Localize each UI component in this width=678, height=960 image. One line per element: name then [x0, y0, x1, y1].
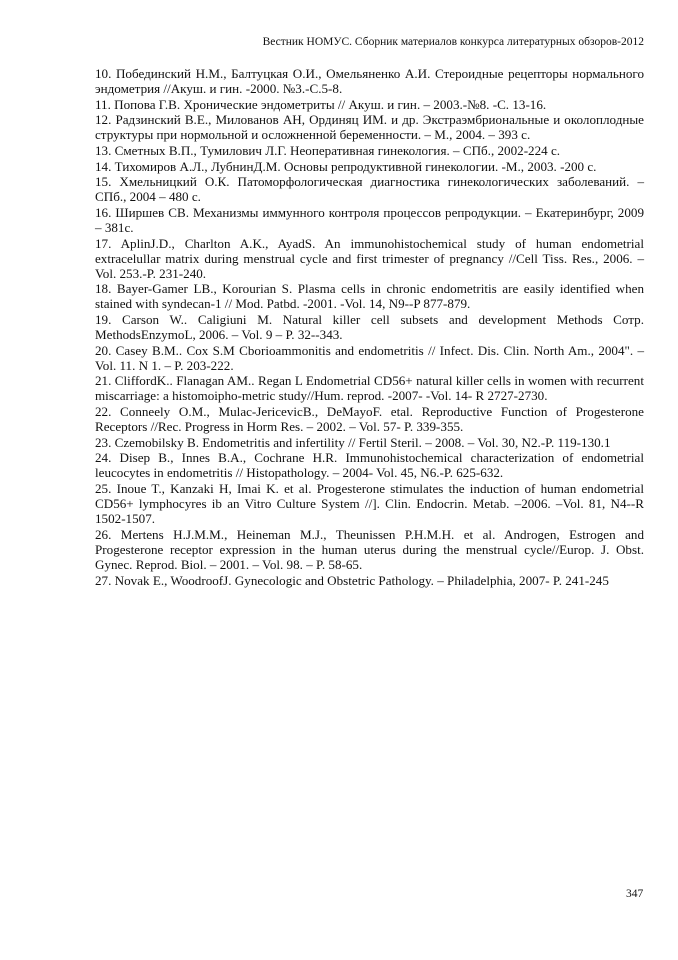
reference-item: 10. Побединский Н.М., Балтуцкая О.И., Омельяненко А.И. Стероидные рецепторы нормального эндометрия //Акуш. и гин. -2000. №3.-С.5-8. [95, 66, 644, 97]
reference-item: 24. Disep B., Innes B.A., Cochrane H.R. Immunohistochemical characterization of endometrial leucocytes in endometritis // Histopathology. – 2004- Vol. 45, N6.-P. 625-632. [95, 450, 644, 481]
reference-item: 13. Сметных В.П., Тумилович Л.Г. Неоперативная гинекология. – СПб., 2002-224 с. [95, 142, 561, 158]
reference-item: 22. Conneely O.M., Mulac-JericevicB., DeMayoF. etal. Reproductive Function of Progesterone Receptors //Rec. Progress in Horm Res. – 2002. – Vol. 57- P. 339-355. [95, 404, 644, 435]
page-number: 347 [626, 888, 644, 900]
reference-item: 17. AplinJ.D., Charlton A.K., AyadS. An immunohistochemical study of human endometrial extracelullar matrix during menstrual cycle and first trimester of pregnancy //Cell Tiss. Res., 2006. – Vol. 253.-P. 231-240. [95, 235, 644, 281]
reference-item: 23. Czemobilsky B. Endometritis and infertility // Fertil Steril. – 2008. – Vol. 30, N2.-P. 119-130.1 [95, 434, 611, 450]
reference-item: 15. Хмельницкий О.К. Патоморфологическая диагностика гинекологических заболеваний. – СПб., 2004 – 480 с. [95, 174, 644, 205]
reference-item: 26. Mertens H.J.M.M., Heineman M.J., Theunissen P.H.M.H. et al. Androgen, Estrogen and Progesterone receptor expression in the human uterus during the menstrual cycle//Europ. J. Obst. Gynec. Reprod. Biol. – 2001. – Vol. 98. – P. 58-65. [95, 526, 644, 572]
reference-item: 25. Inoue T., Kanzaki H, Imai K. et al. Progesterone stimulates the induction of human endometrial CD56+ lymphocyres ib an Vitro Culture System //]. Clin. Endocrin. Metab. –2006. –Vol. 81, N4--R 1502-1507. [95, 481, 644, 527]
reference-item: 20. Casey B.M.. Cox S.M Cborioammonitis and endometritis // Infect. Dis. Clin. North Am., 2004". – Vol. 11. N 1. – P. 203-222. [95, 342, 644, 373]
reference-item: 14. Тихомиров А.Л., ЛубнинД.М. Основы репродуктивной гинекологии. -М., 2003. -200 с. [95, 158, 597, 174]
reference-item: 21. CliffordK.. Flanagan AM.. Regan L Endometrial CD56+ natural killer cells in women with recurrent miscarriage: a histomoipho-metric study//Hum. reprod. -2007- -Vol. 14- R 2727-2730. [95, 373, 644, 404]
reference-item: 27. Novak E., WoodroofJ. Gynecologic and Obstetric Pathology. – Philadelphia, 2007- P. 241-245 [95, 572, 609, 588]
reference-item: 18. Bayer-Gamer LB., Korourian S. Plasma cells in chronic endometritis are easily identified when stained with syndecan-1 // Mod. Patbd. -2001. -Vol. 14, N9--P 877-879. [95, 281, 644, 312]
reference-list [95, 66, 644, 588]
reference-item: 19. Carson W.. Caligiuni M. Natural killer cell subsets and development Methods Сотр. MethodsEnzymoL, 2006. – Vol. 9 – P. 32--343. [95, 312, 644, 343]
reference-item: 16. Ширшев СВ. Механизмы иммунного контроля процессов репродукции. – Екатеринбург, 2009 – 381с. [95, 204, 644, 235]
reference-item: 11. Попова Г.В. Хронические эндометриты // Акуш. и гин. – 2003.-№8. -С. 13-16. [95, 96, 547, 112]
reference-item: 12. Радзинский В.Е., Милованов АН, Ординяц ИМ. и др. Экстраэмбриональные и околоплодные структуры при нормольной и осложненной беременности. – М., 2004. – 393 с. [95, 112, 644, 143]
running-header: Вестник НОМУС. Сборник материалов конкурса литературных обзоров-2012 [262, 36, 644, 48]
